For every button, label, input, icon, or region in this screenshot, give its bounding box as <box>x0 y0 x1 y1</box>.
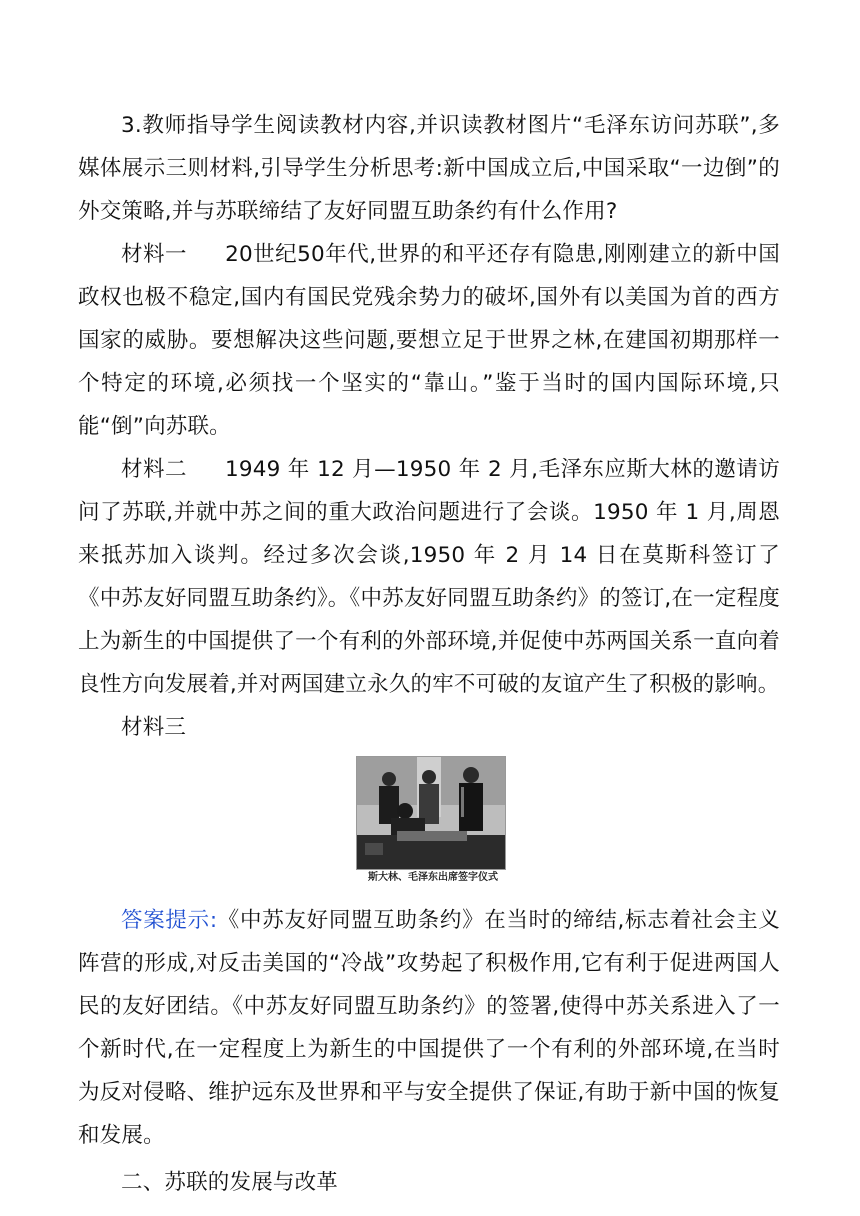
photo-illustration <box>357 757 505 869</box>
section-heading <box>78 1161 780 1204</box>
photo-caption: 斯大林、毛泽东出席签字仪式 <box>368 872 498 883</box>
section-heading-text: 二、苏联的发展与改革 <box>121 1170 339 1195</box>
material3-paragraph <box>78 706 780 749</box>
signing-photo-figure <box>78 753 780 891</box>
material1-label: 材料一 <box>121 242 188 267</box>
material2-paragraph <box>78 448 780 706</box>
intro-paragraph <box>78 104 780 233</box>
signing-ceremony-photo <box>356 756 506 870</box>
material1-text: 20世纪50年代,世界的和平还存有隐患,刚刚建立的新中国政权也极不稳定,国内有国民党残余势力的破坏,国外有以美国为首的西方国家的威胁。要想解决这些问题,要想立足于世界之林,在建国初期那样一个特定的环境,必须找一个坚实的“靠山。”鉴于当时的国内国际环境,只能“倒”向苏联。 <box>78 242 780 439</box>
intro-text: 3.教师指导学生阅读教材内容,并识读教材图片“毛泽东访问苏联”,多媒体展示三则材料,引导学生分析思考:新中国成立后,中国采取“一边倒”的外交策略,并与苏联缔结了友好同盟互助条约有什么作用? <box>78 113 780 224</box>
material2-text: 1949 年 12 月—1950 年 2 月,毛泽东应斯大林的邀请访问了苏联,并就中苏之间的重大政治问题进行了会谈。1950 年 1 月,周恩来抵苏加入谈判。经过多次会谈,1950 年 2 月 14 日在莫斯科签订了《中苏友好同盟互助条约》。《中苏友好同盟互助条约》的签订,在一定程度上为新生的中国提供了一个有利的外部环境,并促使中苏两国关系一直向着良性方向发展着,并对两国建立永久的牢不可破的友谊产生了积极的影响。 <box>78 457 780 697</box>
material3-label: 材料三 <box>121 715 187 740</box>
material1-paragraph <box>78 233 780 448</box>
answer-text: 《中苏友好同盟互助条约》在当时的缔结,标志着社会主义阵营的形成,对反击美国的“冷战”攻势起了积极作用,它有利于促进两国人民的友好团结。《中苏友好同盟互助条约》的签署,使得中苏关系进入了一个新时代,在一定程度上为新生的中国提供了一个有利的外部环境,在当时为反对侵略、维护远东及世界和平与安全提供了保证,有助于新中国的恢复和发展。 <box>78 908 780 1148</box>
answer-label: 答案提示: <box>121 908 218 933</box>
answer-paragraph <box>78 899 780 1157</box>
document-page <box>78 104 780 1204</box>
material2-label: 材料二 <box>121 457 187 482</box>
